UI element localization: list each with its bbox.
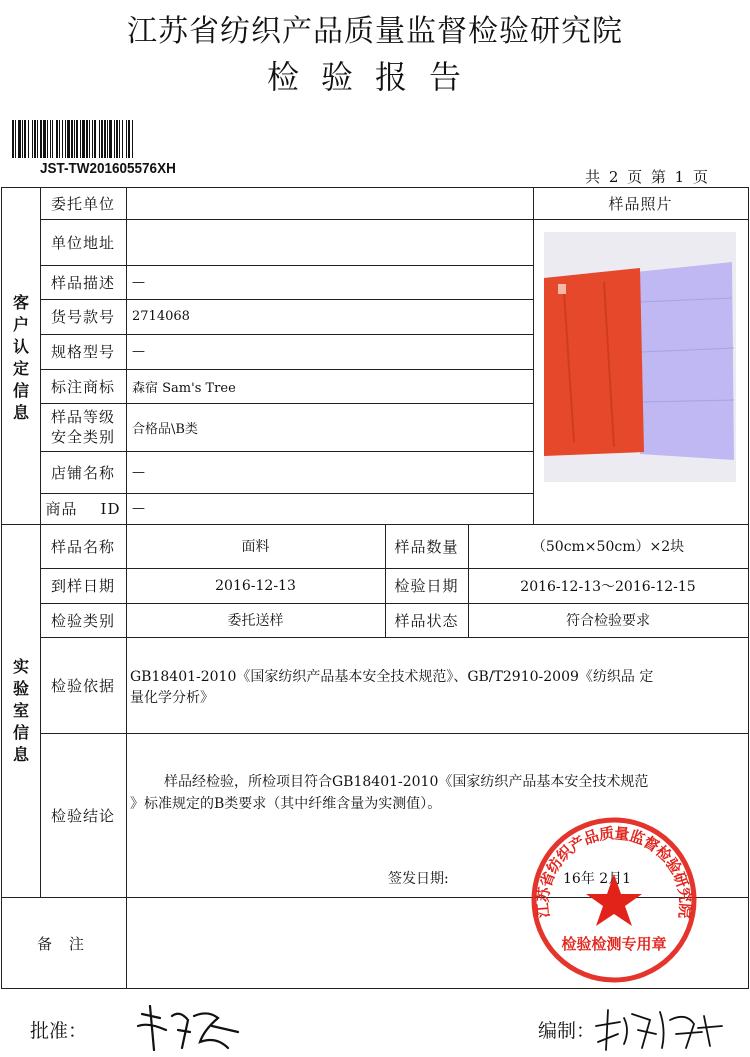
photo-label: 样品照片: [608, 194, 673, 213]
customer-info-side-label: 客 户 认 定 信 息: [12, 293, 29, 422]
compiler-signature: [590, 1000, 730, 1054]
shop-label: 店铺名称: [50, 463, 115, 482]
basis-line-1: GB18401-2010《国家纺织产品基本安全技术规范》、GB/T2910-2009《纺织品 定: [130, 669, 654, 685]
product-id-label: 商品 ID: [45, 500, 121, 518]
sample-state-label: 样品状态: [394, 611, 459, 630]
arrival-date-label: 到样日期: [50, 577, 115, 595]
item-no-label: 货号款号: [50, 308, 115, 326]
item-no-value: 2714068: [132, 309, 190, 324]
test-date-label: 检验日期: [394, 577, 459, 595]
sample-qty-label: 样品数量: [394, 537, 459, 556]
sample-desc-value: —: [132, 274, 145, 290]
spec-label: 规格型号: [50, 343, 115, 361]
address-label: 单位地址: [50, 233, 115, 252]
barcode: [12, 120, 214, 158]
conclusion-text: [130, 771, 745, 815]
conclusion-line-2: 》标准规定的B类要求（其中纤维含量为实测值）。: [130, 796, 442, 812]
shop-value: —: [132, 464, 145, 480]
sample-name-label: 样品名称: [50, 537, 115, 556]
test-type-label: 检验类别: [50, 611, 115, 630]
grade-label-line1: 样品等级: [50, 408, 115, 426]
institute-title: 江苏省纺织产品质量监督检验研究院: [127, 14, 623, 49]
address-value: [126, 219, 533, 265]
grade-label-line2: 安全类别: [50, 428, 115, 446]
grade-label: [40, 403, 126, 451]
sample-qty-value: （50cm×50cm）×2块: [531, 539, 685, 555]
client-value: [126, 187, 533, 219]
arrival-date-value: 2016-12-13: [215, 577, 296, 594]
svg-text:江苏省纺织产品质量监督检验研究院: 江苏省纺织产品质量监督检验研究院: [533, 824, 695, 919]
sample-photo: [544, 232, 736, 482]
conclusion-label: 检验结论: [50, 806, 115, 825]
remarks-label: 备 注: [37, 934, 90, 953]
approver-signature: [128, 996, 258, 1054]
client-label: 委托单位: [50, 194, 115, 213]
spec-value: —: [132, 344, 145, 359]
conclusion-line-1: 样品经检验，所检项目符合GB18401-2010《国家纺织产品基本安全技术规范: [164, 774, 649, 790]
sample-desc-label: 样品描述: [50, 273, 115, 292]
lab-info-side-label: 实 验 室 信 息: [12, 657, 29, 764]
svg-text:检验检测专用章: 检验检测专用章: [561, 935, 667, 953]
basis-label: 检验依据: [50, 676, 115, 695]
report-code: JST-TW201605576XH: [40, 160, 176, 177]
issue-date-label: 签发日期:: [388, 871, 449, 887]
compile-label: 编制：: [538, 1020, 596, 1042]
product-id-value: —: [132, 501, 145, 516]
page-indicator: 共 2 页 第 1 页: [585, 168, 710, 186]
basis-text: [130, 667, 745, 709]
report-title: 检验报告: [266, 58, 483, 96]
test-type-value: 委托送样: [227, 613, 284, 629]
trademark-label: 标注商标: [50, 377, 115, 396]
basis-line-2: 量化学分析》: [130, 690, 214, 706]
approve-label: 批准：: [30, 1020, 88, 1042]
official-stamp: [525, 812, 703, 984]
test-date-value: 2016-12-13～2016-12-15: [520, 578, 696, 595]
issue-date-value: 16年 2月1: [563, 871, 632, 887]
grade-value: 合格品\B类: [132, 421, 198, 437]
trademark-value: 森宿 Sam's Tree: [132, 380, 236, 396]
sample-name-value: 面料: [241, 539, 270, 555]
sample-state-value: 符合检验要求: [566, 613, 650, 629]
